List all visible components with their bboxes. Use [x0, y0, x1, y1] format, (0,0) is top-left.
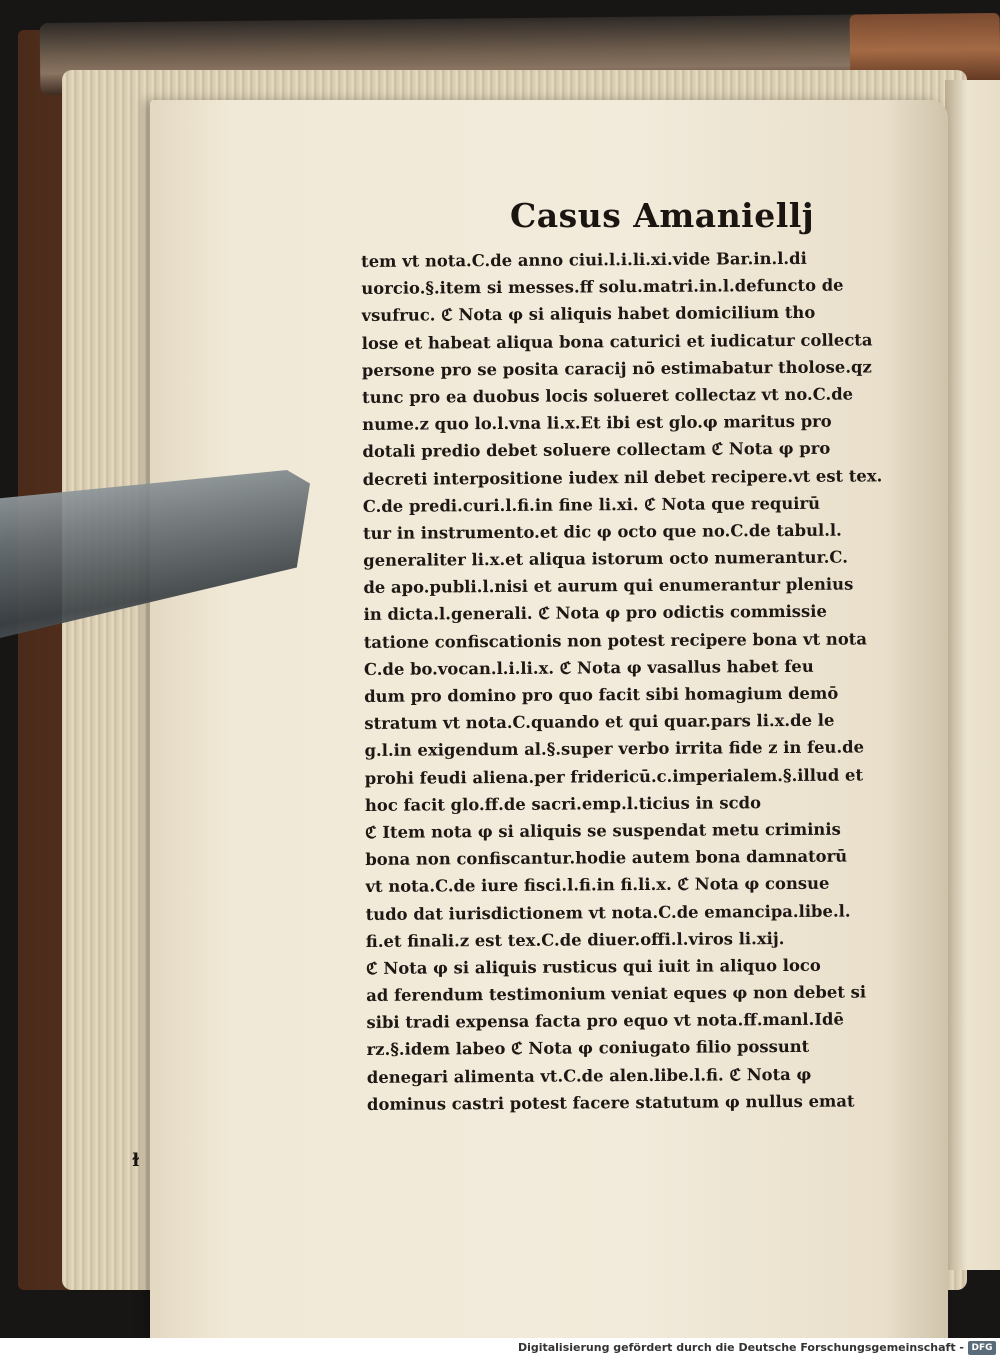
text-line: tur in instrumento.et dic φ octo que no.C.de tabul.l. [362, 520, 842, 543]
text-line: dum pro domino pro quo facit sibi homagium demō [364, 683, 839, 706]
text-line: tatione confiscationis non potest recipere bona vt nota [363, 629, 867, 652]
margin-mark: ɫ [132, 1150, 140, 1171]
text-line: C.de predi.curi.l.fi.in fine li.xi. ℭ Nota que requirū [362, 493, 821, 516]
text-line: lose et habeat aliqua bona caturici et iudicatur collecta [361, 329, 873, 353]
text-line: vt nota.C.de iure fisci.l.fi.in fi.li.x. ℭ Nota φ consue [365, 874, 830, 897]
funding-credit: Digitalisierung gefördert durch die Deutsche Forschungsgemeinschaft - [517, 1341, 964, 1354]
text-line: tunc pro ea duobus locis solueret collectaz vt no.C.de [362, 384, 854, 407]
text-line: C.de bo.vocan.l.i.li.x. ℭ Nota φ vasallus habet feu [363, 656, 814, 679]
text-line: sibi tradi expensa facta pro equo vt nota.ff.manl.Idē [366, 1009, 844, 1033]
text-line: nume.z quo lo.l.vna li.x.Et ibi est glo.φ maritus pro [362, 411, 832, 435]
running-head: Casus Amaniellj [510, 196, 815, 235]
text-line: uorcio.§.item si messes.ff solu.matri.in.l.defuncto de [361, 275, 844, 299]
text-line: tem vt nota.C.de anno ciui.l.i.li.xi.vide Bar.in.l.di [361, 248, 807, 271]
text-line: prohi feudi aliena.per fridericū.c.imperialem.§.illud et [364, 765, 864, 788]
facing-page-edge [945, 80, 1000, 1270]
text-line: denegari alimenta vt.C.de alen.libe.l.fi. ℭ Nota φ [366, 1064, 812, 1087]
text-line: tudo dat iurisdictionem vt nota.C.de emancipa.libe.l. [365, 901, 851, 924]
text-line: g.l.in exigendum al.§.super verbo irrita fide z in feu.de [364, 737, 865, 761]
text-line: ℭ Item nota φ si aliquis se suspendat metu criminis [365, 819, 841, 842]
text-line: bona non confiscantur.hodie autem bona damnatorū [365, 846, 848, 870]
text-line: vsufruc. ℭ Nota φ si aliquis habet domicilium tho [361, 303, 816, 326]
text-block [361, 244, 927, 1114]
text-line: dotali predio debet soluere collectam ℭ Nota φ pro [362, 439, 831, 462]
text-line: stratum vt nota.C.quando et qui quar.pars li.x.de le [364, 710, 835, 734]
text-line: generaliter li.x.et aliqua istorum octo numerantur.C. [363, 547, 848, 571]
footer-bar [0, 1338, 1000, 1359]
text-line: de apo.publi.l.nisi et aurum qui enumerantur plenius [363, 574, 854, 598]
text-line: ℭ Nota φ si aliquis rusticus qui iuit in aliquo loco [366, 955, 821, 978]
dfg-logo: DFG [968, 1341, 996, 1355]
text-line: hoc facit glo.ff.de sacri.emp.l.ticius in scdo [364, 792, 762, 815]
text-line: rz.§.idem labeo ℭ Nota φ coniugato filio possunt [366, 1037, 810, 1060]
text-line: decreti interpositione iudex nil debet recipere.vt est tex. [362, 465, 883, 489]
text-line: fi.et finali.z est tex.C.de diuer.offi.l.viros li.xij. [365, 928, 785, 951]
text-line: ad ferendum testimonium veniat eques φ non debet si [366, 982, 867, 1006]
text-line: dominus castri potest facere statutum φ nullus emat [366, 1091, 855, 1114]
text-line: in dicta.l.generali. ℭ Nota φ pro odictis commissie [363, 602, 827, 625]
text-line: persone pro se posita caracij nō estimabatur tholose.qz [361, 357, 872, 380]
